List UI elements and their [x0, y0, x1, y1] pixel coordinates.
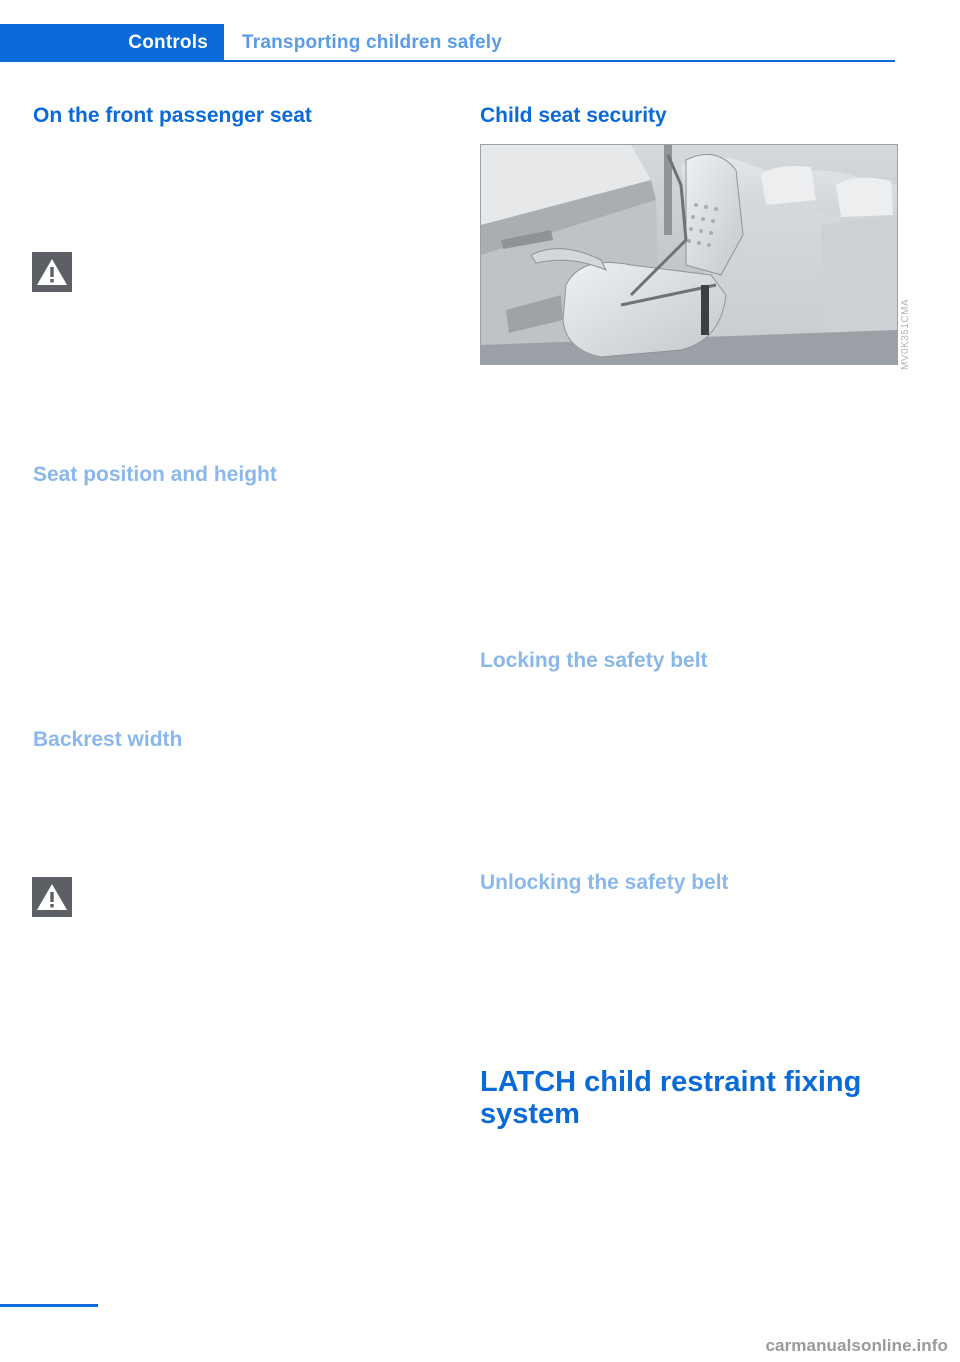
subheading-locking-belt: Locking the safety belt: [480, 649, 708, 672]
subheading-backrest-width: Backrest width: [33, 728, 183, 751]
warning-triangle-icon: [32, 877, 72, 917]
subheading-seat-position: Seat position and height: [33, 463, 277, 486]
subheading-unlocking-belt: Unlocking the safety belt: [480, 871, 729, 894]
page-subtitle: Transporting children safely: [242, 32, 503, 53]
header-rule: [224, 60, 895, 62]
section-tab-label: Controls: [128, 32, 208, 53]
child-seat-photo: [480, 144, 898, 365]
heading-child-seat-security: Child seat security: [480, 104, 667, 127]
section-tab: [0, 24, 224, 62]
photo-reference-code: MV0K351CMA: [900, 298, 911, 370]
watermark: carmanualsonline.info: [765, 1336, 948, 1355]
heading-front-passenger-seat: On the front passenger seat: [33, 104, 312, 127]
footer-rule: [0, 1304, 98, 1307]
heading-latch-system: LATCH child restraint fixing system: [480, 1066, 862, 1130]
warning-triangle-icon: [32, 252, 72, 292]
